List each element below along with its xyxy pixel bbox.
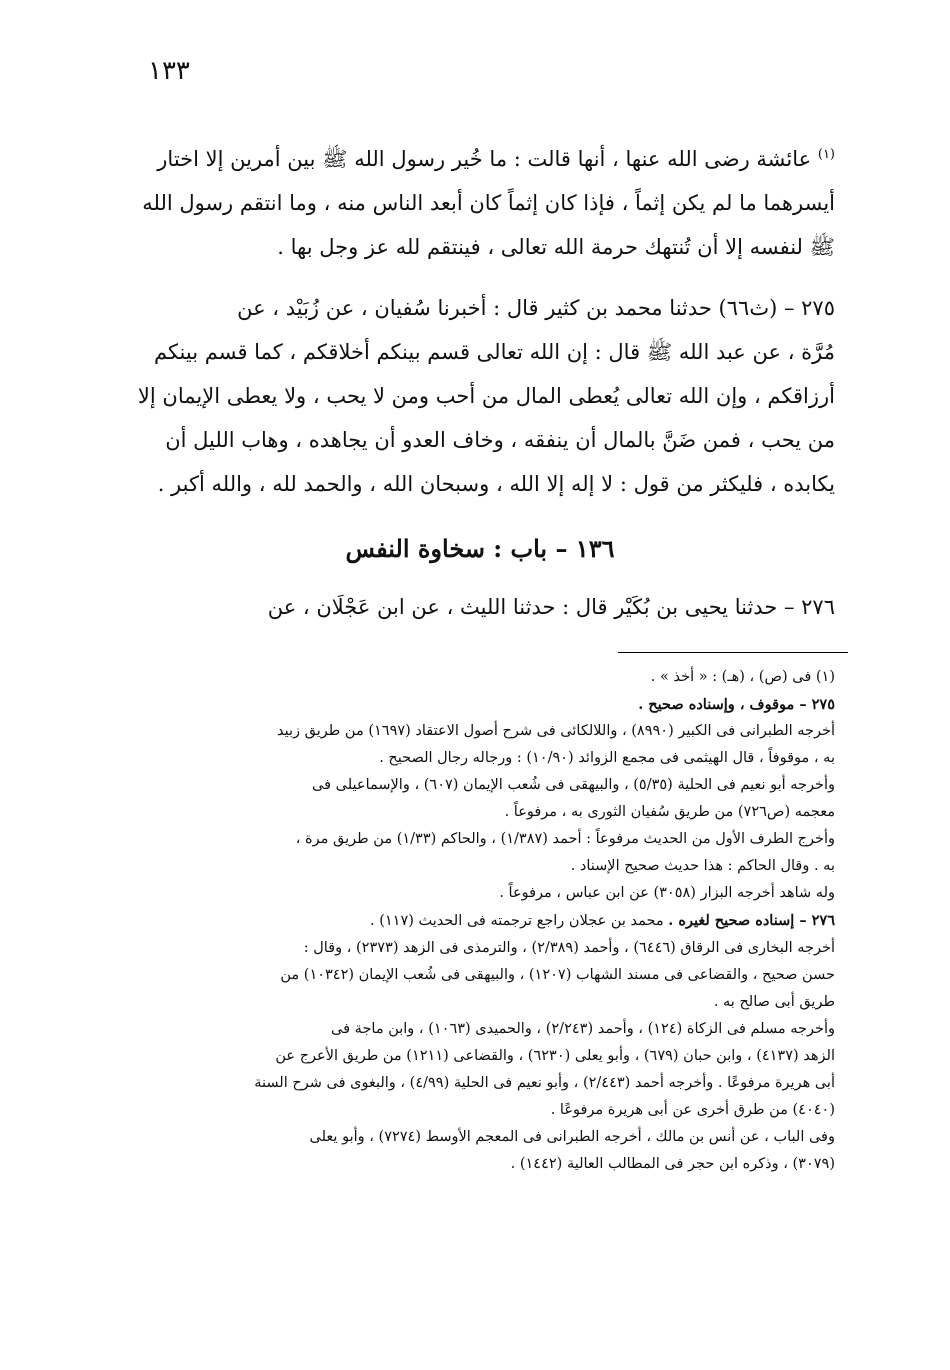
text-line: أرزاقكم ، وإن الله تعالى يُعطى المال من أحب ومن لا يحب ، ولا يعطى الإيمان إلا (137, 384, 835, 408)
footnote-line: وأخرج الطرف الأول من الحديث مرفوعاً : أحمد (١/٣٨٧) ، والحاكم (١/٣٣) من طريق مرة ، (295, 831, 835, 847)
text-line: ٢٧٥ – (ث٦٦) حدثنا محمد بن كثير قال : أخبرنا سُفيان ، عن زُبَيْد ، عن (237, 296, 835, 320)
hadith-276 (125, 585, 835, 629)
footnote-separator (618, 652, 848, 653)
footnote-line: ٢٧٦ – إسناده صحيح لغيره . محمد بن عجلان راجع ترجمته فى الحديث (١١٧) . (370, 912, 835, 929)
footnote-line: طريق أبى صالح به . (713, 994, 835, 1010)
text-line: مُرَّة ، عن عبد الله ﷺ قال : إن الله تعالى قسم بينكم أخلاقكم ، كما قسم بينكم (153, 340, 835, 364)
footnotes (125, 664, 835, 1178)
text-line: يكابده ، فليكثر من قول : لا إله إلا الله ، وسبحان الله ، والحمد لله ، والله أكبر . (157, 472, 835, 496)
footnote-marker: (١) (817, 147, 835, 162)
text-line: ٢٧٦ – حدثنا يحيى بن بُكَيْر قال : حدثنا الليث ، عن ابن عَجْلَان ، عن (267, 595, 835, 619)
footnote-line: وأخرجه مسلم فى الزكاة (١٢٤) ، وأحمد (٢/٢٤٣) ، والحميدى (١٠٦٣) ، وابن ماجة فى (331, 1021, 835, 1037)
footnote-line: حسن صحيح ، والقضاعى فى مسند الشهاب (١٢٠٧) ، والبيهقى فى شُعب الإيمان (١٠٣٤٢) من (280, 967, 835, 983)
footnote-line: (٣٠٧٩) ، وذكره ابن حجر فى المطالب العالية (١٤٤٢) . (510, 1156, 835, 1172)
paragraph-aisha (125, 133, 835, 269)
footnote-line: أخرجه البخارى فى الرقاق (٦٤٤٦) ، وأحمد (٢/٣٨٩) ، والترمذى فى الزهد (٢٣٧٣) ، وقال : (303, 940, 835, 956)
text-line: أيسرهما ما لم يكن إثماً ، فإذا كان إثماً كان أبعد الناس منه ، وما انتقم رسول الله (142, 191, 835, 215)
chapter-heading: ١٣٦ – باب : سخاوة النفس (345, 534, 615, 563)
footnote-line: به . وقال الحاكم : هذا حديث صحيح الإسناد . (570, 858, 835, 874)
footnote-line: وأخرجه أبو نعيم فى الحلية (٥/٣٥) ، والبيهقى فى شُعب الإيمان (٦٠٧) ، والإسماعيلى فى (312, 777, 835, 793)
footnote-line: (١) فى (ص) ، (هـ) : « أخذ » . (650, 669, 835, 685)
footnote-line: أبى هريرة مرفوعًا . وأخرجه أحمد (٢/٤٤٣) ، وأبو نعيم فى الحلية (٤/٩٩) ، والبغوى فى شرح السنة (254, 1075, 835, 1091)
text-line: $^{(١)}$ عائشة رضى الله عنها ، أنها قالت : ما خُير رسول الله ﷺ بين أمرين إلا اختار (157, 147, 835, 171)
text-line: ﷺ لنفسه إلا أن تُنتهك حرمة الله تعالى ، فينتقم لله عز وجل بها . (277, 235, 835, 259)
footnote-line: معجمه (ص٧٢٦) من طريق سُفيان الثورى به ، مرفوعاً . (504, 804, 835, 820)
hadith-275 (125, 286, 835, 506)
footnote-line: أخرجه الطبرانى فى الكبير (٨٩٩٠) ، واللالكائى فى شرح أصول الاعتقاد (١٦٩٧) من طريق زبيد (277, 723, 835, 739)
footnote-line: وفى الباب ، عن أنس بن مالك ، أخرجه الطبرانى فى المعجم الأوسط (٧٢٧٤) ، وأبو يعلى (309, 1129, 835, 1145)
footnote-line: به ، موقوفاً ، قال الهيثمى فى مجمع الزوائد (١٠/٩٠) : ورجاله رجال الصحيح . (379, 750, 835, 766)
footnote-line: ٢٧٥ – موقوف ، وإسناده صحيح . (638, 696, 835, 713)
footnote-line: (٤٠٤٠) من طرق أخرى عن أبى هريرة مرفوعًا . (550, 1102, 835, 1118)
footnote-line: وله شاهد أخرجه البزار (٣٠٥٨) عن ابن عباس ، مرفوعاً . (499, 885, 835, 901)
text-line: من يحب ، فمن ضَنَّ بالمال أن ينفقه ، وخاف العدو أن يجاهده ، وهاب الليل أن (165, 428, 835, 452)
page-number: ١٣٣ (148, 56, 190, 86)
footnote-line: الزهد (٤١٣٧) ، وابن حبان (٦٧٩) ، وأبو يعلى (٦٢٣٠) ، والقضاعى (١٢١١) من طريق الأعرج عن (275, 1048, 835, 1064)
